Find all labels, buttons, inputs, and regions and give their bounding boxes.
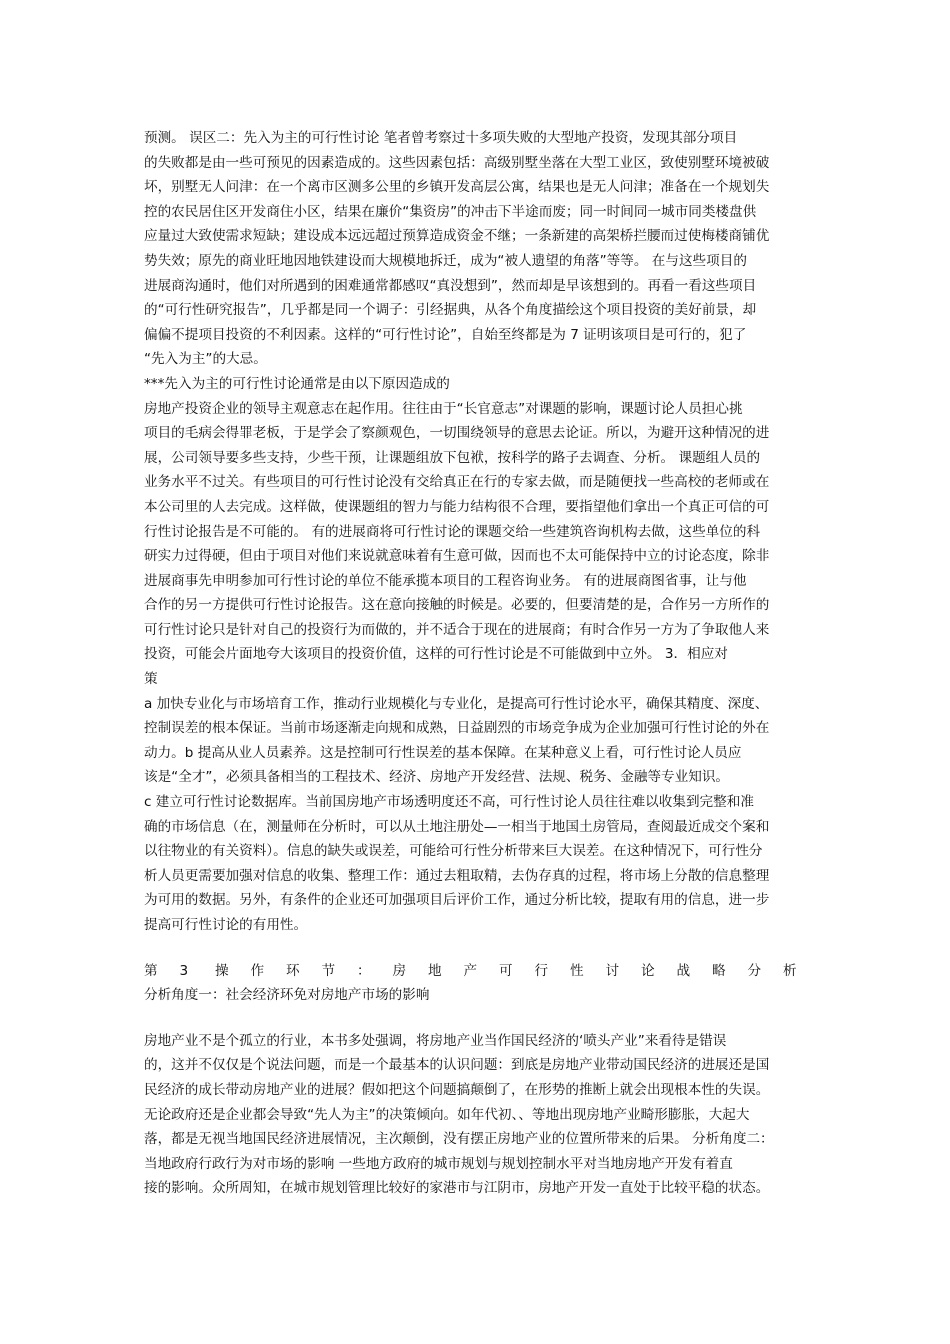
text-line: 控的农民居住区开发商住小区，结果在廉价“集资房”的冲击下半途而废；同一时间同一城市同类楼盘供 [144,203,757,220]
text-line: 策 [144,671,158,688]
text-line: 为可用的数据。另外，有条件的企业还可加强项目后评价工作，通过分析比较，提取有用的信息，进一步 [144,892,770,909]
heading-char: 论 [641,962,655,979]
text-line: 落，都是无视当地国民经济进展情况，主次颠倒，没有摆正房地产业的位置所带来的后果。 分析角度二： [144,1131,774,1148]
heading-char: 房 [392,962,407,979]
text-line: a 加快专业化与市场培育工作，推动行业规模化与专业化，是提高可行性讨论水平，确保其精度、深度、 [144,695,769,712]
heading-char: 环 [286,962,300,979]
text-line: 接的影响。众所周知，在城市规划管理比较好的家港市与江阴市，房地产开发一直处于比较平稳的状态。 [144,1180,770,1197]
text-line: 的，这并不仅仅是个说法问题，而是一个最基本的认识问题：到底是房地产业带动国民经济的进展还是国 [144,1057,770,1074]
heading-char: 可 [499,962,513,979]
heading-char: 3 [179,962,189,979]
heading-char: 地 [428,962,442,979]
text-line: 项目的毛病会得罪老板，于是学会了察颜观色，一切围绕领导的意思去论证。所以，为避开这种情况的进 [144,425,770,442]
heading-char: 产 [463,962,478,979]
text-line: 预测。 误区二：先入为主的可行性讨论 笔者曾考察过十多项失败的大型地产投资，发现其部分项目 [144,130,738,146]
text-line: 坏，别墅无人问津：在一个离市区测多公里的乡镇开发高层公寓，结果也是无人问津；准备在一个规划失 [144,179,770,196]
text-line: 控制误差的根本保证。当前市场逐渐走向规和成熟，日益剧烈的市场竞争成为企业加强可行性讨论的外在 [144,720,770,737]
text-line: 房地产投资企业的领导主观意志在起作用。往往由于“长官意志”对课题的影响，课题讨论人员担心挑 [144,400,743,417]
text-line: 投资，可能会片面地夸大该项目的投资价值，这样的可行性讨论是不可能做到中立外。 3．相应对 [144,646,728,663]
heading-char: 讨 [605,962,620,979]
text-line: 确的市场信息（在，测量师在分析时，可以从土地注册处—一相当于地国土房管局，查阅最近成交个案和 [144,818,770,835]
heading-char: 析 [783,962,797,979]
text-line: 进展商事先申明参加可行性讨论的单位不能承揽本项目的工程咨询业务。 有的进展商图省事，让与他 [144,572,747,589]
document-page [144,126,814,1201]
heading-char: 分 [747,962,762,979]
text-line: 合作的另一方提供可行性讨论报告。这在意向接触的时候是。必要的，但要清楚的是，合作另一方所作的 [144,597,770,614]
heading-char: 操 [215,962,229,979]
text-line: 动力。b 提高从业人员素养。这是控制可行性误差的基本保障。在某种意义上看，可行性讨论人员应 [144,744,742,761]
text-line: “先入为主”的大忌。 [144,351,267,368]
text-line: 研实力过得硬，但由于项目对他们来说就意味着有生意可做，因而也不太可能保持中立的讨论态度，除非 [144,548,770,565]
section-heading [144,959,814,984]
document-body [144,126,814,1201]
text-line: 进展商沟通时，他们对所遇到的困难通常都感叹“真没想到”，然而却是早该想到的。再看一看这些项目 [144,277,757,294]
text-line: 的“可行性研究报告”，几乎都是同一个调子：引经据典，从各个角度描绘这个项目投资的美好前景，却 [144,302,757,319]
text-line: 偏偏不提项目投资的不利因素。这样的“可行性讨论”，自始至终都是为 7 证明该项目是可行的，犯了 [144,326,747,343]
heading-char: 作 [250,962,265,979]
text-line: 可行性讨论只是针对自己的投资行为而做的，并不适合于现在的进展商；有时合作另一方为了争取他人来 [144,621,770,638]
text-line: ***先入为主的可行性讨论通常是由以下原因造成的 [144,375,450,392]
text-line: 势失效；原先的商业旺地因地铁建设而大规模地拆迁，成为“被人遗望的角落”等等。 在与这些项目的 [144,252,747,269]
text-line: 提高可行性讨论的有用性。 [144,917,308,933]
section-subheading: 分析角度一：社会经济环免对房地产市场的影响 [144,987,430,1004]
heading-char: 行 [534,962,549,979]
text-line: c 建立可行性讨论数据库。当前国房地产市场透明度还不高，可行性讨论人员往往难以收集到完整和准 [144,794,754,811]
text-line: 该是“全才”，必须具备相当的工程技术、经济、房地产开发经营、法规、税务、金融等专业知识。 [144,769,730,786]
text-line: 析人员更需要加强对信息的收集、整理工作：通过去粗取精，去伪存真的过程，将市场上分散的信息整理 [144,867,770,884]
text-line: 业务水平不过关。有些项目的可行性讨论没有交给真正在行的专家去做，而是随便找一些高校的老师或在 [144,474,770,491]
text-line: 当地政府行政行为对市场的影响 一些地方政府的城市规划与规划控制水平对当地房地产开发有着直 [144,1155,733,1172]
text-line: 的失败都是由一些可预见的因素造成的。这些因素包括：高级别墅坐落在大型工业区，致使别墅环境被破 [144,154,770,171]
heading-char: 节 [321,962,336,979]
text-line: 应量过大致使需求短缺；建设成本远远超过预算造成资金不继；一条新建的高架桥拦腰而过使梅楼商铺优 [144,228,770,245]
heading-char: 战 [676,962,691,979]
text-line: 房地产业不是个孤立的行业，本书多处强调，将房地产业当作国民经济的‘喷头产业”来看待是错误 [144,1032,727,1049]
heading-char: ： [357,962,371,979]
text-line: 无论政府还是企业都会导致“先人为主”的决策倾向。如年代初、、等地出现房地产业畸形膨胀，大起大 [144,1106,750,1123]
text-line: 行性讨论报告是不可能的。 有的进展商将可行性讨论的课题交给一些建筑咨询机构去做，这些单位的科 [144,523,761,540]
text-line: 展，公司领导要多些支持，少些干预，让课题组放下包袱，按科学的路子去调查、分析。 课题组人员的 [144,449,761,466]
text-line: 本公司里的人去完成。这样做，使课题组的智力与能力结构很不合理，要指望他们拿出一个真正可信的可 [144,498,770,515]
text-line: 民经济的成长带动房地产业的进展？假如把这个问题搞颠倒了，在形势的推断上就会出现根本性的失误。 [144,1081,770,1098]
paragraph-gap [144,938,814,959]
heading-char: 性 [570,962,584,979]
paragraph-gap [144,1008,814,1029]
text-line: 以往物业的有关资料）。信息的缺失或误差，可能给可行性分析带来巨大误差。在这种情况下，可行性分 [144,843,763,860]
heading-char: 第 [144,962,158,979]
heading-char: 略 [712,962,726,979]
